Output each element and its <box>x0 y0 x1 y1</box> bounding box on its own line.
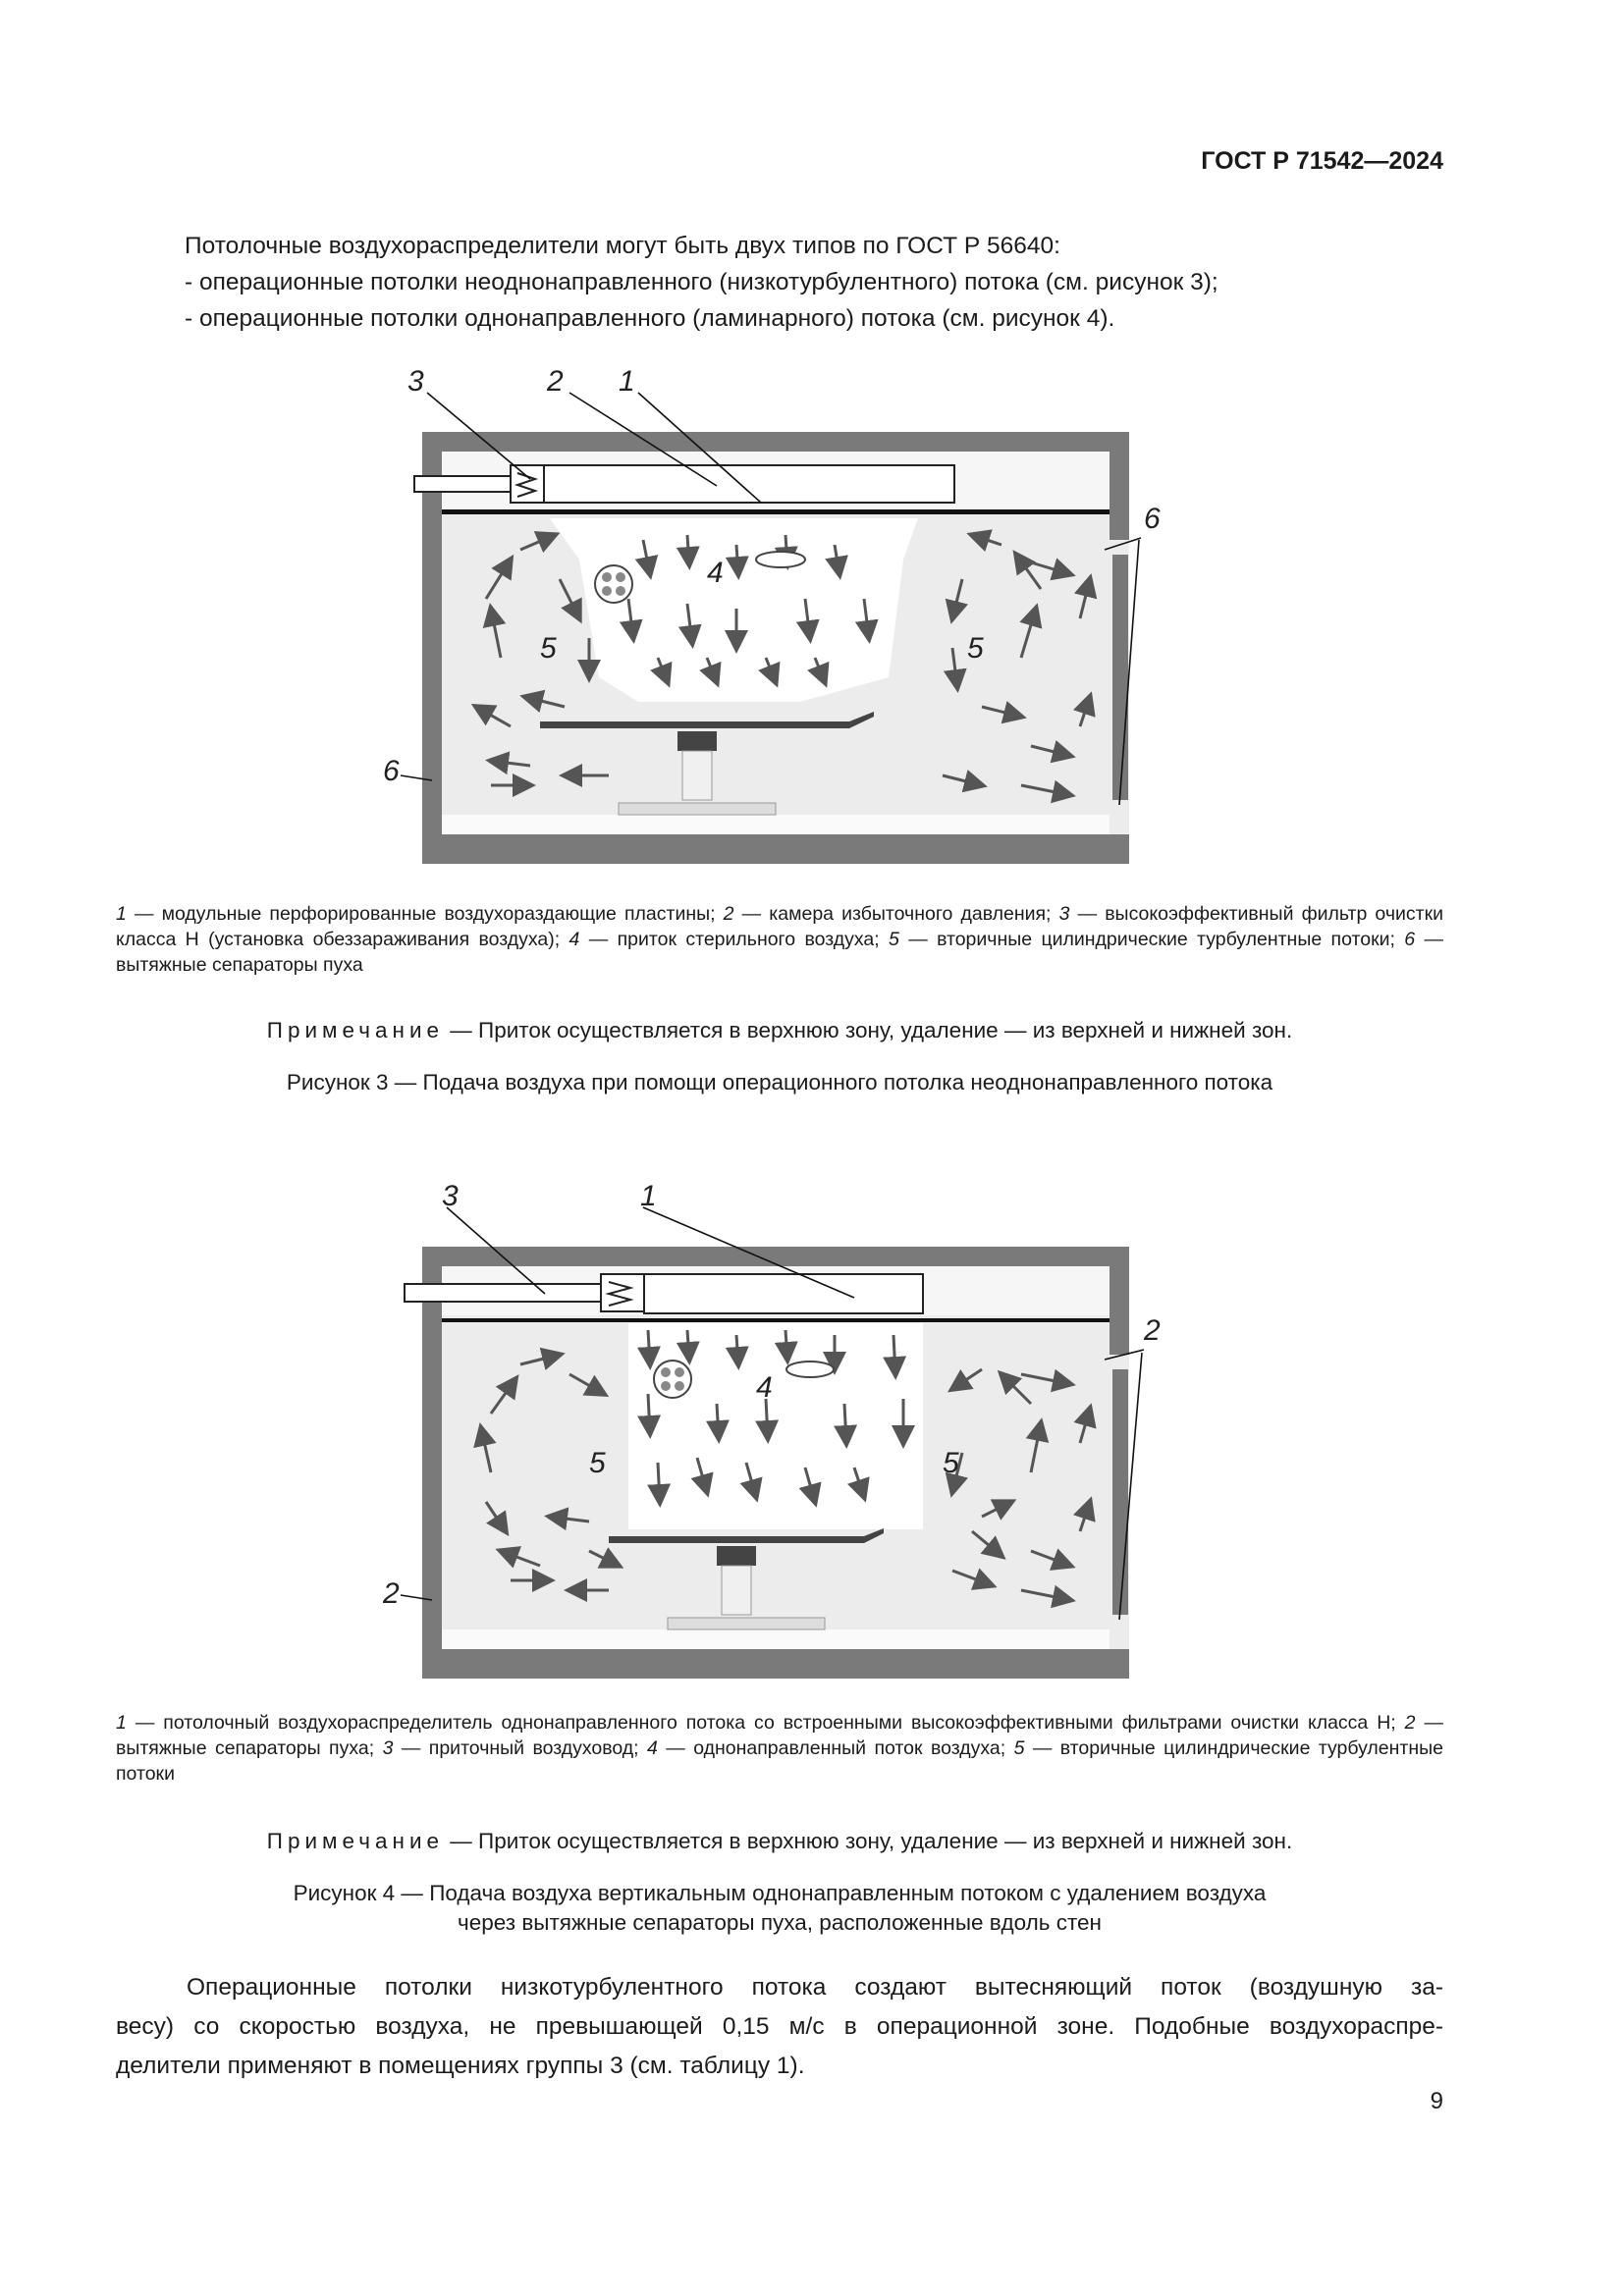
callout-2-left: 2 <box>383 1577 400 1610</box>
figure-4-legend: 1 — потолочный воздухораспределитель однонаправленного потока со встроенными высокоэффективными фильтрами очистки класса Н; 2 — вытяжные сепараторы пуха; 3 — приточный воздуховод; 4 — однонаправленный поток воздуха; 5 — вторичные цилиндрические турбулентные потоки <box>116 1712 1443 1785</box>
callout-1: 1 <box>619 365 635 398</box>
exhaust-separator <box>1112 1369 1128 1615</box>
callout-4: 4 <box>707 557 724 589</box>
figure-3-legend: 1 — модульные перфорированные воздухораздающие пластины; 2 — камера избыточного давления; 3 — высокоэффективный фильтр очистки класса Н (установка обеззараживания воздуха); 4 — приток стерильного воздуха; 5 — вторичные цилиндрические турбулентные потоки; 6 — вытяжные сепараторы пуха <box>116 903 1444 976</box>
figure-3-caption: Рисунок 3 — Подача воздуха при помощи операционного потолка неоднонаправленного потока <box>286 1070 1273 1095</box>
ceiling-plate <box>442 509 1110 514</box>
paragraph-line: весу) со скоростью воздуха, не превышающей 0,15 м/с в операционной зоне. Подобные воздухораспре- <box>116 2013 1443 2040</box>
figure-4-caption <box>116 1879 1443 1938</box>
caption-line: Рисунок 4 — Подача воздуха вертикальным однонаправленным потоком с удалением воздуха <box>293 1881 1267 1905</box>
callout-5-left: 5 <box>540 632 557 665</box>
ceiling-line <box>442 1318 1110 1322</box>
sterile-zone <box>550 518 918 702</box>
intro-item: - операционные потолки неоднонаправленного (низкотурбулентного) потока (см. рисунок 3); <box>185 269 1218 295</box>
figure-4-note: Примечание — Приток осуществляется в верхнюю зону, удаление — из верхней и нижней зон. <box>266 1829 1293 1853</box>
intro-lead: Потолочные воздухораспределители могут быть двух типов по ГОСТ Р 56640: <box>185 233 1060 259</box>
closing-paragraph <box>116 1968 1443 2086</box>
callout-6-left: 6 <box>383 755 400 787</box>
paragraph-line: делители применяют в помещениях группы 3 (см. таблицу 1). <box>116 2053 805 2079</box>
sterile-zone <box>628 1323 923 1529</box>
paragraph-line: Операционные потолки низкотурбулентного потока создают вытесняющий поток (воздушную за- <box>187 1974 1443 2001</box>
callout-4: 4 <box>756 1371 773 1404</box>
caption-line: через вытяжные сепараторы пуха, расположенные вдоль стен <box>458 1910 1102 1935</box>
figure-3-note: Примечание — Приток осуществляется в верхнюю зону, удаление — из верхней и нижней зон. <box>266 1018 1293 1042</box>
callout-2: 2 <box>547 365 564 398</box>
intro-block <box>185 228 1461 337</box>
callout-6-right: 6 <box>1144 503 1161 535</box>
document-header: ГОСТ Р 71542—2024 <box>1201 147 1443 175</box>
figure-4-diagram <box>383 1178 1161 1688</box>
callout-1: 1 <box>640 1180 657 1212</box>
page-number: 9 <box>1430 2088 1443 2114</box>
callout-5-right: 5 <box>943 1447 959 1479</box>
exhaust-separator <box>1112 555 1128 800</box>
figure-3-diagram <box>383 363 1161 874</box>
intro-item: - операционные потолки однонаправленного (ламинарного) потока (см. рисунок 4). <box>185 305 1115 332</box>
callout-3: 3 <box>442 1180 459 1212</box>
callout-5-right: 5 <box>967 632 984 665</box>
callout-5-left: 5 <box>589 1447 606 1479</box>
callout-3: 3 <box>407 365 424 398</box>
callout-2-right: 2 <box>1144 1314 1161 1347</box>
